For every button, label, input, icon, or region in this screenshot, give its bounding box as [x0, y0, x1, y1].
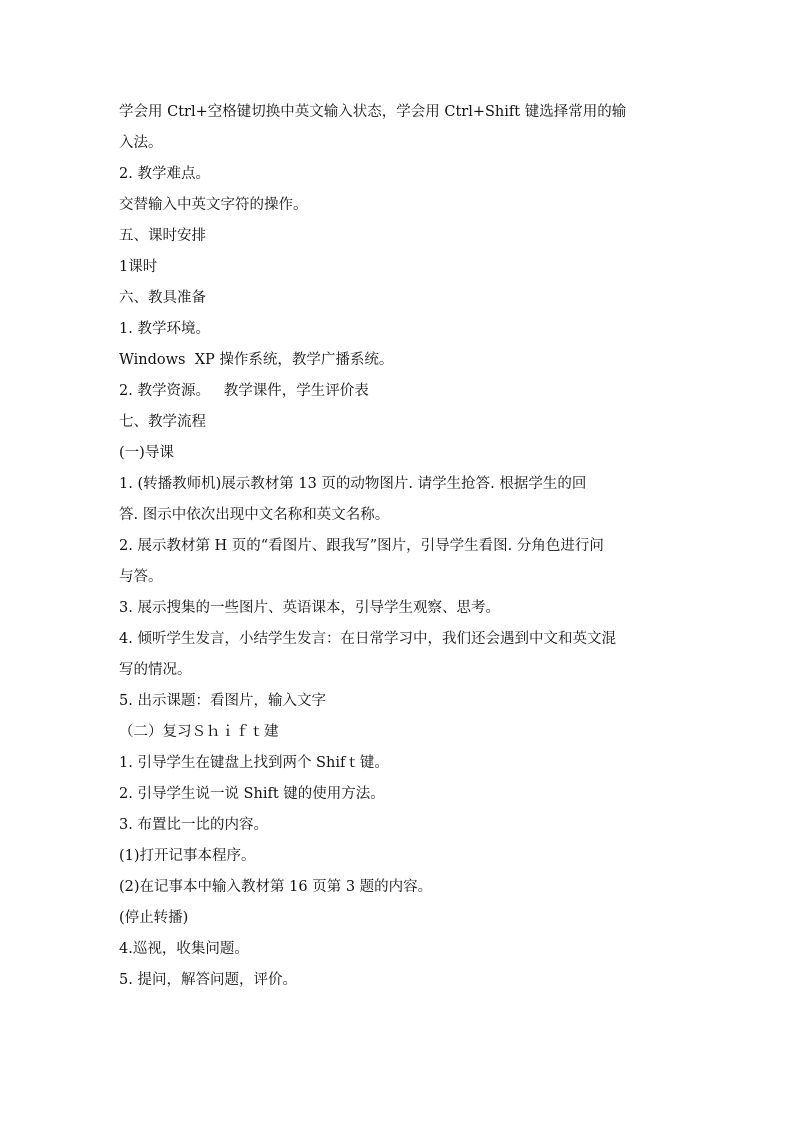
text-line: 5. 出示课题：看图片，输入文字 — [119, 693, 326, 709]
section-heading: 2. 教学难点。 — [119, 166, 210, 182]
text-line: 学会用 Ctrl+空格键切换中英文输入状态，学会用 Ctrl+Shift 键选择常用的输 — [119, 104, 627, 120]
text-line: 4. 倾听学生发言，小结学生发言：在日常学习中，我们还会遇到中文和英文混 — [119, 631, 616, 647]
subsection-heading: （二）复习Ｓｈｉｆｔ建 — [119, 724, 279, 740]
section-heading: 七、教学流程 — [119, 414, 206, 430]
text-line: 1. (转播教师机)展示教材第 13 页的动物图片. 请学生抢答. 根据学生的回 — [119, 476, 587, 492]
text-line: 1. 教学环境。 — [119, 321, 210, 337]
subsection-heading: (一)导课 — [119, 445, 174, 461]
text-line: 写的情况。 — [119, 662, 192, 678]
text-line: 2. 展示教材第 H 页的“看图片、跟我写”图片，引导学生看图. 分角色进行问 — [119, 538, 604, 554]
text-line: 2. 教学资源。 教学课件，学生评价表 — [119, 383, 369, 399]
text-line: (停止转播) — [119, 910, 189, 926]
text-line: (2)在记事本中输入教材第 16 页第 3 题的内容。 — [119, 879, 433, 895]
text-line: 4.巡视，收集问题。 — [119, 941, 249, 957]
text-line: 1. 引导学生在键盘上找到两个 Shifｔ键。 — [119, 755, 389, 771]
text-line: 入法。 — [119, 135, 163, 151]
section-heading: 六、教具准备 — [119, 290, 206, 306]
text-line: Windows XP 操作系统，教学广播系统。 — [119, 352, 394, 368]
text-line: 2. 引导学生说一说 Shift 键的使用方法。 — [119, 786, 385, 802]
text-line: 3. 展示搜集的一些图片、英语课本，引导学生观察、思考。 — [119, 600, 500, 616]
document-body — [119, 97, 679, 996]
text-line: 与答。 — [119, 569, 163, 585]
text-line: 1课时 — [119, 259, 158, 275]
text-line: (1)打开记事本程序。 — [119, 848, 256, 864]
text-line: 3. 布置比一比的内容。 — [119, 817, 268, 833]
text-line: 交替输入中英文字符的操作。 — [119, 197, 308, 213]
text-line: 答. 图示中依次出现中文名称和英文名称。 — [119, 507, 390, 523]
text-line: 5. 提问，解答问题，评价。 — [119, 972, 297, 988]
section-heading: 五、课时安排 — [119, 228, 206, 244]
